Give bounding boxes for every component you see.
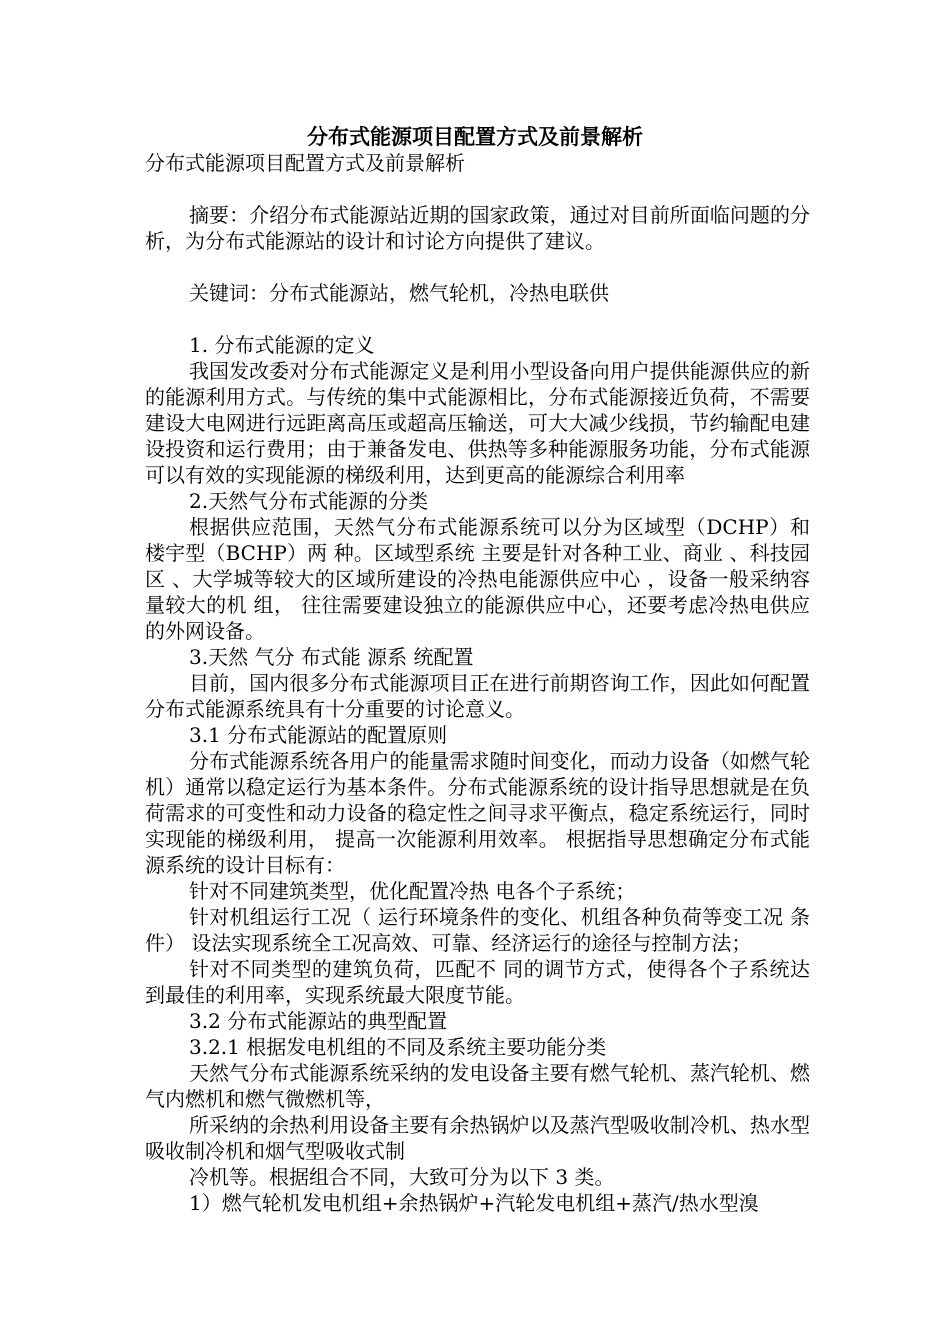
body-paragraph: 针对机组运行工况（ 运行环境条件的变化、机组各种负荷等变工况 条件） 设法实现系统全工况高效、可靠、经济运行的途径与控制方法； (145, 905, 810, 955)
body-text (145, 332, 810, 1216)
section-heading: 3.2 分布式能源站的典型配置 (189, 1009, 448, 1033)
keywords (145, 280, 810, 306)
section-heading: 1. 分布式能源的定义 (189, 333, 375, 357)
body-paragraph: 目前，国内很多分布式能源项目正在进行前期咨询工作，因此如何配置分布式能源系统具有十分重要的讨论意义。 (145, 671, 810, 721)
document-title: 分布式能源项目配置方式及前景解析 (307, 124, 643, 149)
section-heading: 3.1 分布式能源站的配置原则 (189, 723, 448, 747)
body-paragraph: 所采纳的余热利用设备主要有余热锅炉以及蒸汽型吸收制冷机、热水型吸收制冷机和烟气型吸收式制 (145, 1113, 810, 1163)
abstract (145, 202, 810, 254)
section-heading: 3.2.1 根据发电机组的不同及系统主要功能分类 (189, 1035, 607, 1059)
body-paragraph: 1）燃气轮机发电机组+余热锅炉+汽轮发电机组+蒸汽/热水型溴 (189, 1191, 759, 1215)
body-paragraph: 根据供应范围，天然气分布式能源系统可以分为区域型（DCHP）和 楼宇型（BCHP）两 种。区域型系统 主要是针对各种工业、商业 、科技园区 、大学城等较大的区域所建设的冷热电能源供应中心 ，设备一般采纳容量较大的机 组， 往往需要建设独立的能源供应中心，还要考虑冷热电供应的外网设备。 (145, 515, 810, 643)
section-heading: 3.天然 气分 布式能 源系 统配置 (189, 645, 474, 669)
keywords-text: 关键词：分布式能源站，燃气轮机，冷热电联供 (189, 281, 609, 305)
body-paragraph: 我国发改委对分布式能源定义是利用小型设备向用户提供能源供应的新的能源利用方式。与传统的集中式能源相比，分布式能源接近负荷，不需要建设大电网进行远距离高压或超高压输送，可大大减少线损，节约输配电建设投资和运行费用；由于兼备发电、供热等多种能源服务功能，分布式能源可以有效的实现能源的梯级利用，达到更高的能源综合利用率 (145, 359, 810, 487)
body-paragraph: 分布式能源系统各用户的能量需求随时间变化，而动力设备（如燃气轮机）通常以稳定运行为基本条件。分布式能源系统的设计指导思想就是在负荷需求的可变性和动力设备的稳定性之间寻求平衡点，稳定系统运行，同时实现能的梯级利用， 提高一次能源利用效率。 根据指导思想确定分布式能源系统的设计目标有： (145, 749, 810, 877)
subtitle-text: 分布式能源项目配置方式及前景解析 (145, 151, 465, 175)
document-subtitle (145, 150, 810, 176)
abstract-text: 摘要：介绍分布式能源站近期的国家政策，通过对目前所面临问题的分析，为分布式能源站的设计和讨论方向提供了建议。 (145, 203, 810, 253)
body-paragraph: 针对不同建筑类型，优化配置冷热 电各个子系统； (189, 879, 636, 903)
body-paragraph: 天然气分布式能源系统采纳的发电设备主要有燃气轮机、蒸汽轮机、燃气内燃机和燃气微燃机等， (145, 1061, 810, 1111)
section-heading: 2.天然气分布式能源的分类 (189, 489, 429, 513)
body-paragraph: 针对不同类型的建筑负荷，匹配不 同的调节方式，使得各个子系统达到最佳的利用率，实现系统最大限度节能。 (145, 957, 810, 1007)
body-paragraph: 冷机等。根据组合不同，大致可分为以下 3 类。 (189, 1165, 615, 1189)
